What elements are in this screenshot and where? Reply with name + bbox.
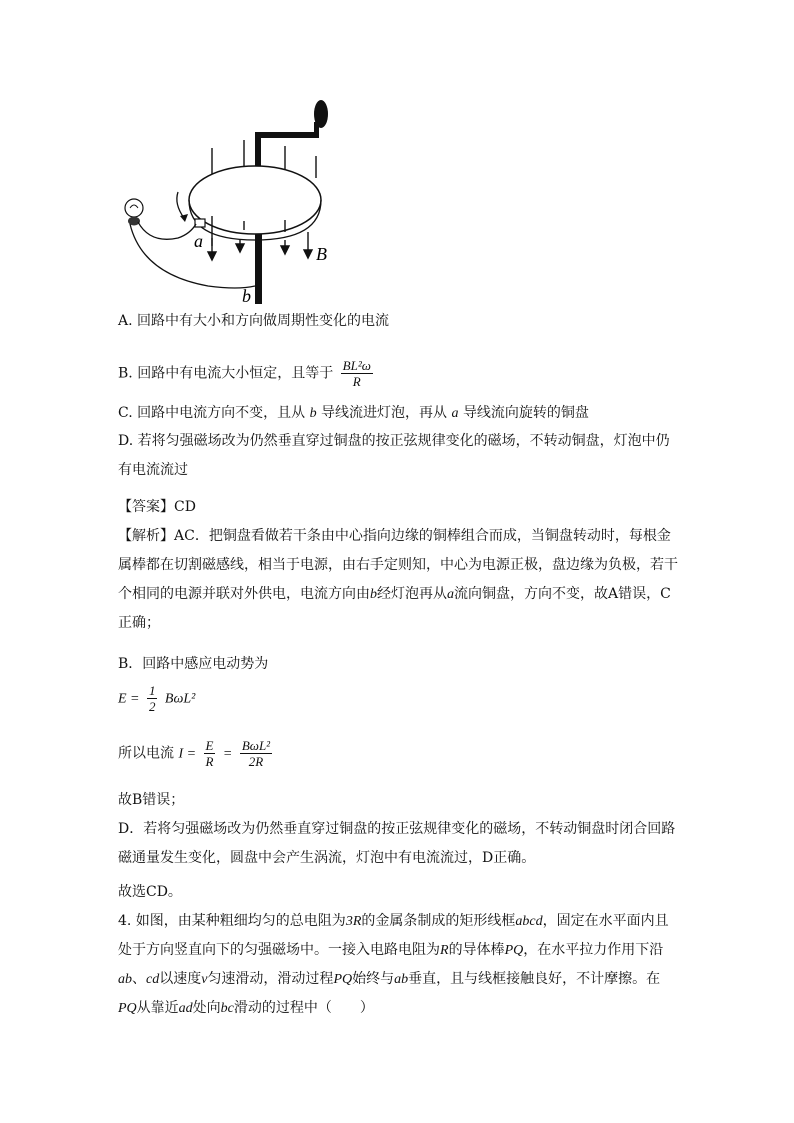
analysis-var-a: a [447,587,454,602]
q4-var-3R: 3R [345,914,362,929]
label-B: B [316,244,327,264]
copper-disk [189,166,321,240]
q4-text-g: 以速度 [159,971,202,987]
equation-current-lhs: I = [178,746,197,762]
equation-current-num-2: BωL² [241,738,271,753]
equation-emf-rhs: BωL² [164,691,196,707]
equation-current-fraction-2 [240,738,272,769]
option-c-var-b: b [309,406,317,421]
answer: 【答案】CD [118,499,196,515]
analysis-ac [118,522,678,638]
q4-text-i: 始终与 [352,971,395,987]
analysis-b-heading: B．回路中感应电动势为 [118,656,269,672]
analysis-d: D．若将匀强磁场改为仍然垂直穿过铜盘的按正弦规律变化的磁场，不转动铜盘时闭合回路磁通量发生变化，圆盘中会产生涡流，灯泡中有电流流过，D正确。 [118,821,676,866]
q4-text-b: 的金属条制成的矩形线框 [361,913,516,929]
option-c-text-1: C. 回路中电流方向不变，且从 [118,405,306,421]
q4-var-ab-2: ab [394,972,409,987]
q4-text-m: 滑动的过程中（ ） [233,1000,374,1016]
option-c [118,403,589,424]
q4-var-PQ-3: PQ [118,1001,137,1016]
analysis-final-choice: 故选CD。 [118,884,182,900]
option-c-var-a: a [451,406,459,421]
q4-var-PQ: PQ [504,943,524,958]
equation-current: 所以电流 I = $\frac{E}{R}$ = $\frac{\text{BωL²}}{2R}$ [118,738,271,769]
question-4 [118,907,678,1023]
analysis-b-conclusion: 故B错误； [118,792,185,808]
option-b [118,358,376,389]
analysis-var-b: b [370,587,377,602]
rotation-arrow-head [180,214,188,222]
option-b-fraction [341,358,373,389]
q4-var-ab: ab [118,972,132,987]
q4-var-cd: cd [146,972,160,987]
q4-var-abcd: abcd [515,914,543,929]
option-c-text-2: 导线流进灯泡，再从 [321,405,448,421]
equation-emf-num: 1 [148,683,156,698]
axle [255,234,262,304]
equation-current-den-2: 2R [248,754,264,769]
q4-var-bc: bc [220,1001,234,1016]
equation-emf-lhs: E = [118,691,140,707]
light-bulb-icon [125,199,143,226]
label-b: b [242,286,251,306]
equation-emf [118,683,195,714]
option-b-denominator: R [352,374,361,389]
option-b-text: B. 回路中有电流大小恒定，且等于 [118,365,334,382]
label-a: a [194,231,203,251]
q4-var-ad: ad [178,1001,193,1016]
q4-text-l: 处向 [192,1000,221,1016]
option-c-text-3: 导线流向旋转的铜盘 [462,405,589,421]
analysis-ac-text-3: 流向铜盘，方向不变，故A错误，C正确； [118,586,671,631]
equation-current-num-1: E [205,738,214,753]
q4-text-d: 的导体棒 [448,942,505,958]
q4-var-R: R [440,943,449,958]
q4-text-k: 从靠近 [136,1000,179,1016]
equation-emf-fraction [147,683,158,714]
equation-emf-den: 2 [148,699,156,714]
q4-var-PQ-2: PQ [333,972,353,987]
brush-a [195,219,205,227]
analysis-ac-text-1: 【解析】AC．把铜盘看做若干条由中心指向边缘的铜棒组合而成，当铜盘转动时，每根金属棒都在切割磁感线，相当于电源，由右手定则知，中心为电源正极，盘边缘为负极，若干个相同的电源并联对外供电，电流方向由 [118,528,678,602]
q4-var-v: v [201,972,208,987]
copper-disk-generator-figure [118,96,358,306]
q4-text-f: 、 [132,971,146,987]
q4-text-e: ，在水平拉力作用下沿 [523,942,664,958]
option-a: A. 回路中有大小和方向做周期性变化的电流 [118,313,390,329]
option-b-numerator: BL²ω [342,358,371,373]
equation-current-fraction-1 [204,738,216,769]
option-d: D. 若将匀强磁场改为仍然垂直穿过铜盘的按正弦规律变化的磁场，不转动铜盘，灯泡中仍有电流流过 [118,433,670,478]
q4-text-a: 4. 如图，由某种粗细均匀的总电阻为 [118,913,346,929]
analysis-ac-text-2: 经灯泡再从 [377,586,447,602]
rotation-arrow [177,192,184,218]
equation-current-prefix: 所以电流 [118,745,174,762]
equation-current-den-1: R [205,754,214,769]
q4-text-j: 垂直，且与线框接触良好，不计摩擦。在 [408,971,661,987]
q4-text-c: ，固定在水平面内且处于方向竖直向下的匀强磁场中。一接入电路电阻为 [118,913,669,958]
q4-text-h: 匀速滑动，滑动过程 [207,971,334,987]
